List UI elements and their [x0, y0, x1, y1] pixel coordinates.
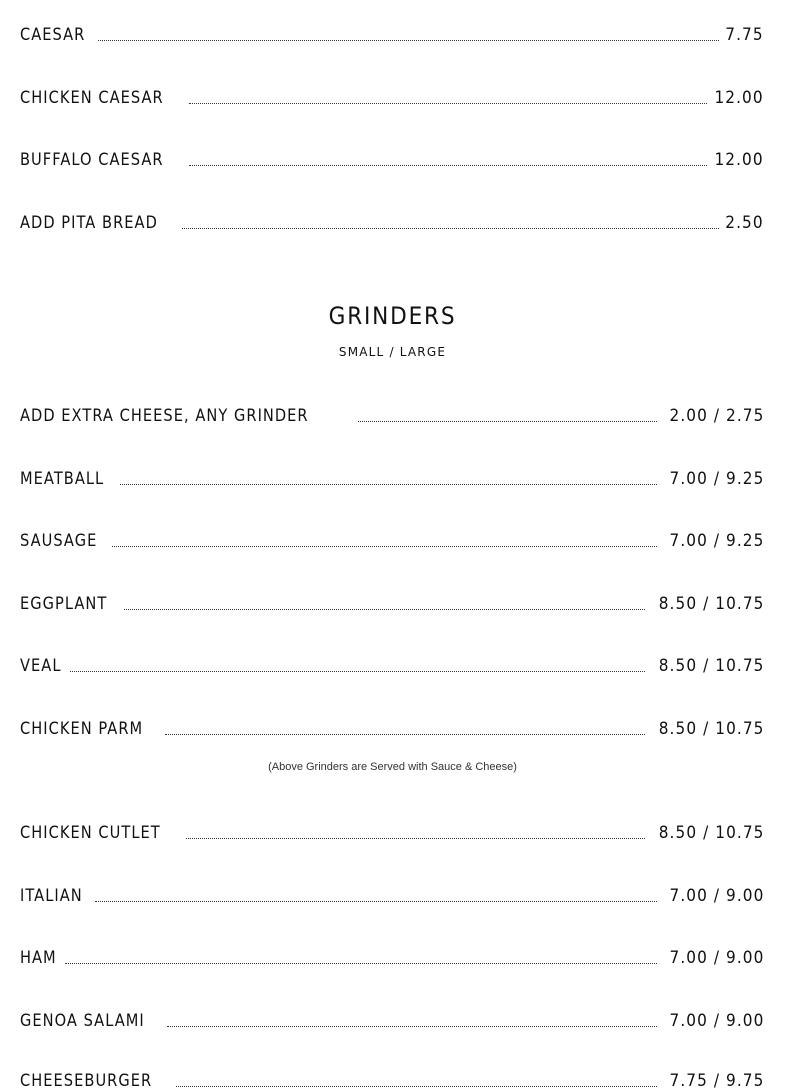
menu-item-name: CHICKEN CUTLET: [20, 823, 161, 843]
dot-leader: [189, 165, 707, 166]
menu-item-name: SAUSAGE: [20, 531, 98, 551]
menu-item-price: 8.50 / 10.75: [658, 719, 764, 739]
menu-item-price: 8.50 / 10.75: [658, 594, 764, 614]
menu-item-price: 8.50 / 10.75: [658, 823, 764, 843]
menu-item-name: CHICKEN CAESAR: [20, 88, 164, 108]
menu-item-row: [20, 881, 764, 907]
menu-item-price: 12.00: [714, 150, 764, 170]
dot-leader: [112, 546, 657, 547]
dot-leader: [124, 609, 645, 610]
menu-item-price: 7.75: [725, 25, 764, 45]
menu-item-price: 2.50: [725, 213, 764, 233]
menu-item-name: CAESAR: [20, 25, 86, 45]
menu-item-price: 2.00 / 2.75: [669, 406, 764, 426]
dot-leader: [186, 838, 645, 839]
menu-item-row: [20, 1006, 764, 1032]
menu-item-name: VEAL: [20, 656, 62, 676]
dot-leader: [358, 421, 657, 422]
menu-item-row: [20, 651, 764, 677]
menu-item-price: 7.75 / 9.75: [669, 1071, 764, 1091]
dot-leader: [176, 1086, 657, 1087]
menu-item-row: [20, 145, 764, 171]
menu-item-price: 7.00 / 9.25: [669, 469, 764, 489]
dot-leader: [120, 484, 657, 485]
section-note: (Above Grinders are Served with Sauce & Cheese): [268, 761, 517, 773]
menu-item-name: ADD PITA BREAD: [20, 213, 158, 233]
menu-item-row: [20, 208, 764, 234]
dot-leader: [189, 103, 707, 104]
menu-item-row: [20, 818, 764, 844]
menu-item-name: HAM: [20, 948, 57, 968]
dot-leader: [65, 963, 657, 964]
menu-item-row: [20, 83, 764, 109]
menu-item-name: MEATBALL: [20, 469, 105, 489]
dot-leader: [165, 734, 644, 735]
menu-item-price: 8.50 / 10.75: [658, 656, 764, 676]
menu-item-name: GENOA SALAMI: [20, 1011, 145, 1031]
menu-item-row: [20, 401, 764, 427]
dot-leader: [167, 1026, 656, 1027]
menu-item-row: [20, 714, 764, 740]
menu-item-price: 12.00: [714, 88, 764, 108]
menu-item-name: CHEESEBURGER: [20, 1071, 153, 1091]
menu-item-row: [20, 1066, 764, 1092]
dot-leader: [95, 901, 657, 902]
menu-item-row: [20, 943, 764, 969]
menu-item-price: 7.00 / 9.00: [669, 1011, 764, 1031]
menu-item-name: ITALIAN: [20, 886, 83, 906]
dot-leader: [182, 228, 719, 229]
menu-item-name: CHICKEN PARM: [20, 719, 144, 739]
menu-item-name: ADD EXTRA CHEESE, ANY GRINDER: [20, 406, 309, 426]
menu-item-name: EGGPLANT: [20, 594, 108, 614]
menu-item-price: 7.00 / 9.00: [669, 886, 764, 906]
menu-item-row: [20, 464, 764, 490]
section-subtitle: SMALL / LARGE: [338, 345, 447, 359]
section-title: GRINDERS: [328, 302, 457, 330]
menu-item-name: BUFFALO CAESAR: [20, 150, 164, 170]
menu-item-price: 7.00 / 9.25: [669, 531, 764, 551]
menu-item-price: 7.00 / 9.00: [669, 948, 764, 968]
menu-item-row: [20, 589, 764, 615]
dot-leader: [70, 671, 644, 672]
dot-leader: [98, 40, 719, 41]
menu-item-row: [20, 526, 764, 552]
menu-item-row: [20, 20, 764, 46]
